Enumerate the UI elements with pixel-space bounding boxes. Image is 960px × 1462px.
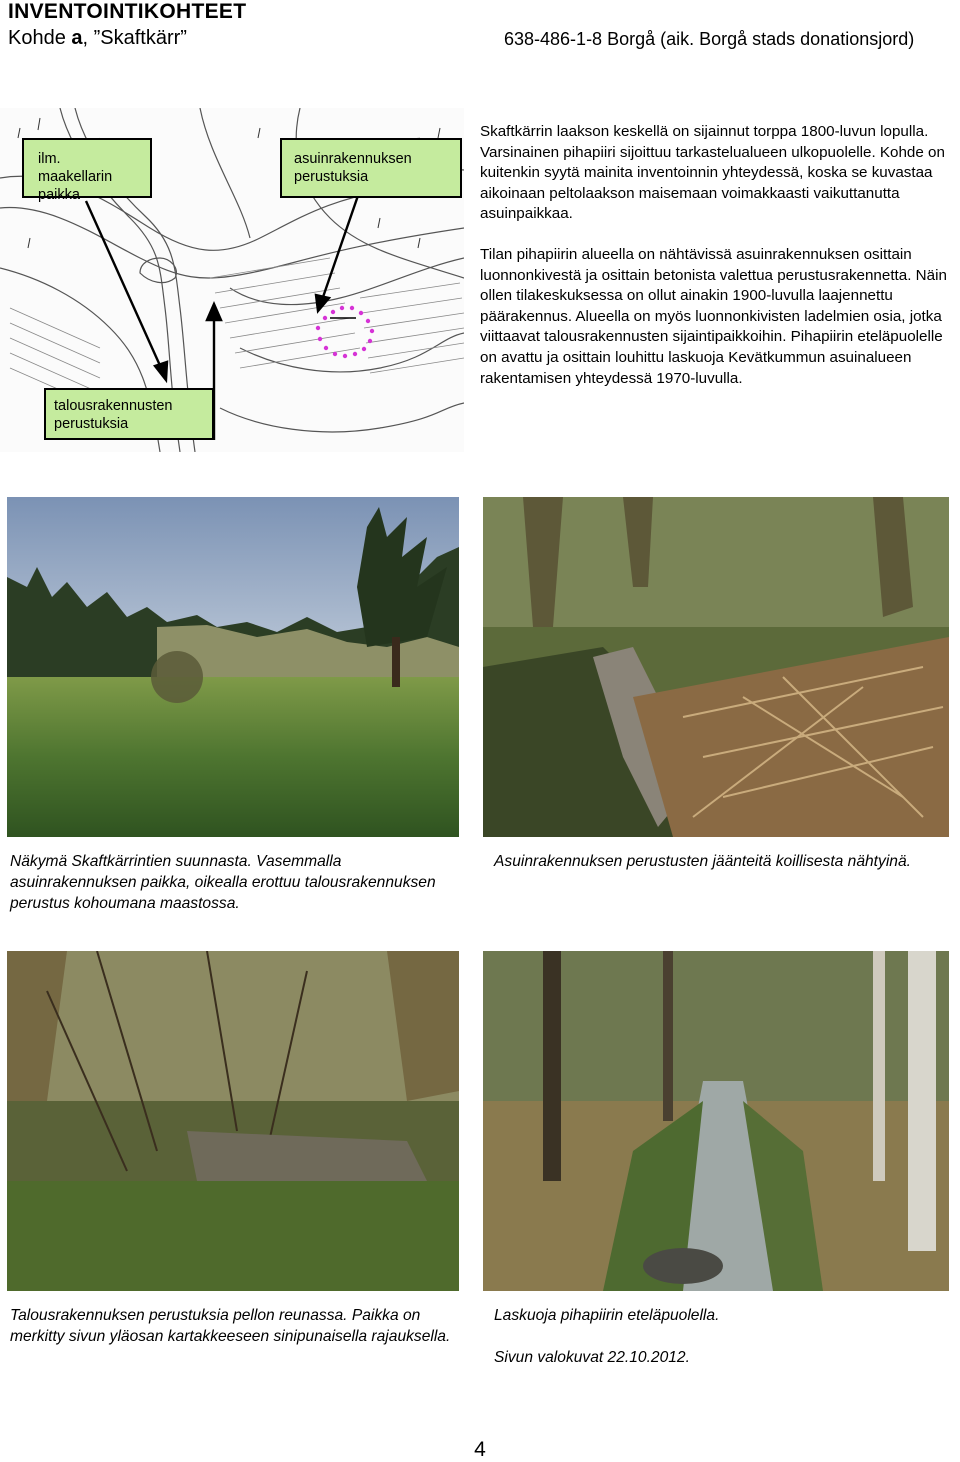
photo-foundation-remains <box>483 497 949 837</box>
caption-photo-date: Sivun valokuvat 22.10.2012. <box>494 1349 690 1366</box>
label-cellar-text: ilm. maakellarin paikka <box>38 151 113 203</box>
subtitle-prefix: Kohde <box>8 27 72 49</box>
rock <box>643 1248 723 1284</box>
map-contour-line <box>240 333 464 372</box>
meadow <box>7 677 459 837</box>
arrow-head <box>316 295 329 311</box>
map-contour-line <box>230 258 464 305</box>
label-outbuilding-text: talousrakennusten perustuksia <box>54 398 173 432</box>
birch-trunk <box>873 951 885 1181</box>
map-contour-line <box>0 208 464 278</box>
label-dwelling-foundation <box>280 138 462 198</box>
site-subtitle <box>8 26 187 50</box>
arrow-head <box>155 362 167 380</box>
arrow-head <box>207 304 221 320</box>
bush <box>151 651 203 703</box>
page-title: INVENTOINTIKOHTEET <box>8 0 247 23</box>
subtitle-suffix: , ”Skaftkärr” <box>82 27 187 49</box>
label-outbuilding-foundation <box>44 388 214 440</box>
tree-trunk <box>663 951 673 1121</box>
map-field-hatching <box>10 308 100 393</box>
label-cellar-site <box>22 138 152 203</box>
label-dwelling-text: asuinrakennuksen perustuksia <box>294 151 412 185</box>
page-number: 4 <box>474 1438 486 1461</box>
property-reference: 638-486-1-8 Borgå (aik. Borgå stads donationsjord) <box>504 29 915 49</box>
tree-trunk <box>543 951 561 1181</box>
photo-drainage-ditch <box>483 951 949 1291</box>
caption-foundation-remains: Asuinrakennuksen perustusten jäänteitä koillisesta nähtyinä. <box>494 853 911 870</box>
description-paragraph: Tilan pihapiirin alueella on nähtävissä asuinrakennuksen osittain luonnonkivestä ja osittain betonista valettua perustusrakennetta. Näin ollen tilakeskuksessa on ollut ainakin 1900-luvulla laajennettu päärakennus. Alueella on myös luonnonkivisten ladelmien osia, jotka viittaavat talousrakennusten sijaintipaikkoihin. Pihapiirin eteläpuolelle on avattu ja osittain louhittu laskuoja Kevätkummun asuinalueen rakentamisen yhteydessä 1970-luvulla. <box>480 246 947 387</box>
map-contour-line <box>220 403 464 432</box>
site-map <box>0 108 464 452</box>
pine-trunk <box>392 637 400 687</box>
intro-paragraph: Skaftkärrin laakson keskellä on sijainnut torppa 1800-luvun lopulla. Varsinainen pihapiiri sijoittuu tarkastelualueen ulkopuolelle. Kohde on kuitenkin syytä mainita inventoinnin yhteydessä, koska se kuvastaa aikoinaan peltolaakson maisemaan voimakkaasti vaikuttanutta asuinpaikkaa. <box>480 123 945 223</box>
map-field-hatching <box>210 258 360 368</box>
subtitle-letter: a <box>71 27 83 49</box>
caption-outbuilding-foundation: Talousrakennuksen perustuksia pellon reunassa. Paikka on merkitty sivun yläosan kartakkeeseen sinipunaisella rajauksella. <box>10 1307 451 1345</box>
map-contour-line <box>200 108 250 238</box>
birch-trunk <box>908 951 936 1251</box>
photo-outbuilding-foundation <box>7 951 459 1291</box>
map-field-hatching <box>360 283 464 373</box>
caption-drainage-ditch: Laskuoja pihapiirin eteläpuolella. <box>494 1307 720 1324</box>
map-knoll <box>140 258 176 283</box>
photo-field-view <box>7 497 459 837</box>
caption-field-view: Näkymä Skaftkärrintien suunnasta. Vasemmalla asuinrakennuksen paikka, oikealla erottuu talousrakennuksen perustus kohoumana maastossa. <box>10 853 436 912</box>
grass-foreground <box>7 1181 459 1291</box>
